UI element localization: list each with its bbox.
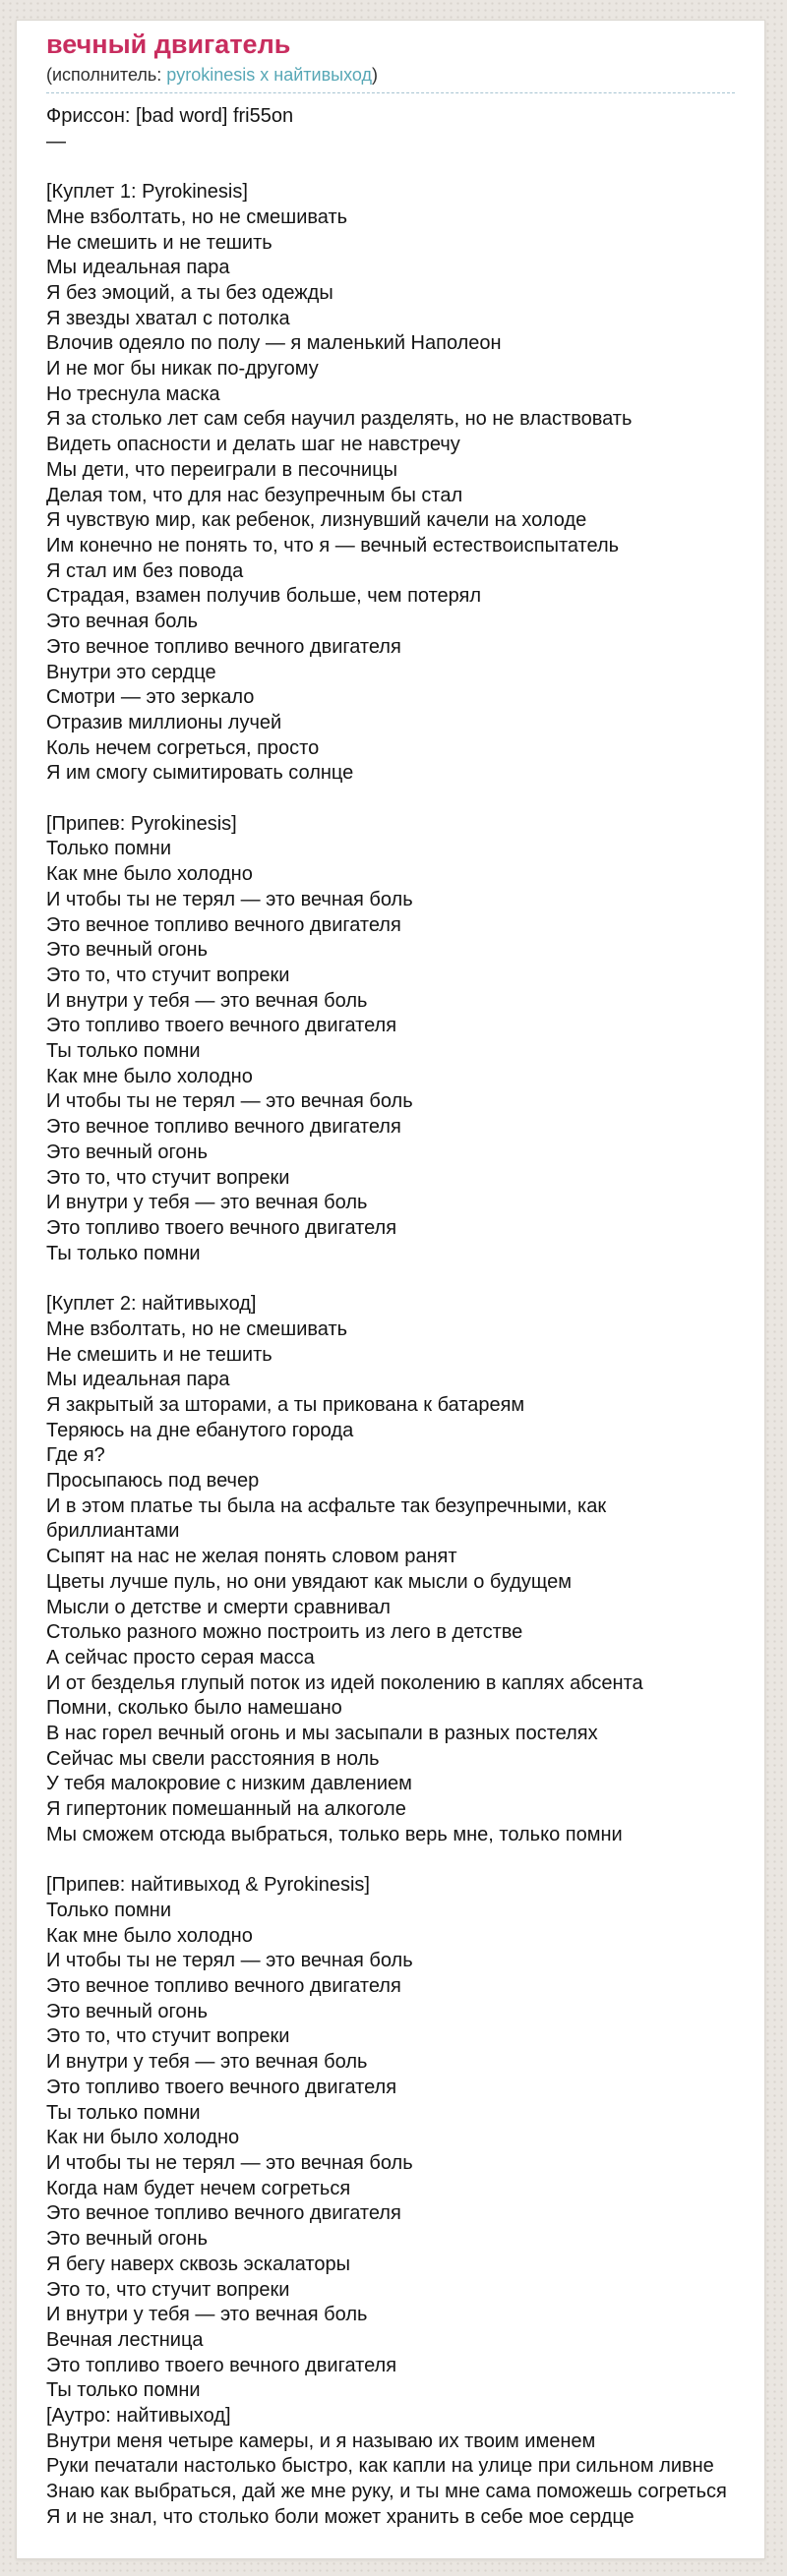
- lyric-line: И чтобы ты не терял — это вечная боль: [46, 2152, 413, 2174]
- lyric-line: [Припев: Pyrokinesis]: [46, 812, 237, 835]
- lyric-line: Как мне было холодно: [46, 1065, 253, 1087]
- lyric-line: Им конечно не понять то, что я — вечный естествоиспытатель: [46, 535, 620, 556]
- lyric-line: Как ни было холодно: [46, 2127, 240, 2149]
- lyric-line: Я закрытый за шторами, а ты прикована к батареям: [46, 1393, 525, 1416]
- lyric-line: И внутри у тебя — это вечная боль: [46, 989, 368, 1012]
- lyric-line: Влочив одеяло по полу — я маленький Наполеон: [46, 332, 502, 355]
- lyrics-card: [16, 20, 765, 2559]
- lyric-line: Я бегу наверх сквозь эскалаторы: [46, 2253, 350, 2275]
- lyric-line: Страдая, взамен получив больше, чем потерял: [46, 585, 482, 608]
- lyric-line: Я за столько лет сам себя научил разделять, но не властвовать: [46, 408, 633, 431]
- lyric-line: [46, 154, 735, 180]
- lyric-line: Это то, что стучит вопреки: [46, 2025, 290, 2048]
- lyric-line: Вечная лестница: [46, 2328, 204, 2351]
- lyric-line: Это топливо твоего вечного двигателя: [46, 1216, 397, 1239]
- lyric-line: Я стал им без повода: [46, 559, 244, 582]
- lyric-line: Я гипертоник помешанный на алкоголе: [46, 1798, 406, 1821]
- page-background: [0, 20, 787, 2576]
- lyric-line: Это вечное топливо вечного двигателя: [46, 2202, 401, 2225]
- lyric-line: И чтобы ты не терял — это вечная боль: [46, 1090, 413, 1113]
- lyric-line: Это вечное топливо вечного двигателя: [46, 635, 401, 658]
- lyric-line: Как мне было холодно: [46, 863, 253, 886]
- lyric-line: Я звезды хватал с потолка: [46, 307, 290, 329]
- dashed-separator: [46, 92, 735, 93]
- lyric-line: Сейчас мы свели расстояния в ноль: [46, 1747, 380, 1770]
- lyric-line: Видеть опасности и делать шаг не навстречу: [46, 434, 460, 456]
- lyric-line: В нас горел вечный огонь и мы засыпали в разных постелях: [46, 1723, 598, 1745]
- lyric-line: Я чувствую мир, как ребенок, лизнувший качели на холоде: [46, 509, 587, 532]
- lyric-line: И внутри у тебя — это вечная боль: [46, 2304, 368, 2326]
- lyric-line: Это вечное топливо вечного двигателя: [46, 1975, 401, 1998]
- lyric-line: Мне взболтать, но не смешивать: [46, 205, 348, 228]
- lyric-line: Это вечное топливо вечного двигателя: [46, 1116, 401, 1139]
- lyric-line: [Припев: найтивыход & Pyrokinesis]: [46, 1874, 370, 1897]
- lyric-line: Мы идеальная пара: [46, 1369, 230, 1391]
- lyric-line: Отразив миллионы лучей: [46, 711, 282, 733]
- lyric-line: Это топливо твоего вечного двигателя: [46, 1015, 397, 1037]
- artist-line: [46, 63, 735, 87]
- lyric-line: Но треснула маска: [46, 382, 220, 405]
- lyric-line: Это топливо твоего вечного двигателя: [46, 2354, 397, 2376]
- lyric-line: [46, 1266, 735, 1292]
- lyric-line: Мы дети, что переиграли в песочницы: [46, 458, 398, 481]
- lyric-line: И в этом платье ты была на асфальте так безупречными, как бриллиантами: [46, 1494, 612, 1543]
- lyric-line: Это вечное топливо вечного двигателя: [46, 913, 401, 936]
- lyric-line: И чтобы ты не терял — это вечная боль: [46, 888, 413, 910]
- lyric-line: Как мне было холодно: [46, 1924, 253, 1947]
- lyric-line: Внутри это сердце: [46, 661, 216, 683]
- lyric-line: Коль нечем согреться, просто: [46, 736, 320, 759]
- lyric-line: Сыпят на нас не желая понять словом ранят: [46, 1546, 457, 1568]
- lyric-line: [Куплет 1: Pyrokinesis]: [46, 181, 248, 204]
- lyric-line: Ты только помни: [46, 1242, 201, 1264]
- lyric-line: Теряюсь на дне ебанутого города: [46, 1419, 354, 1441]
- lyric-line: Это то, что стучит вопреки: [46, 964, 290, 986]
- lyric-line: Фриссон: [bad word] fri55on: [46, 105, 294, 128]
- lyric-line: И не мог бы никак по-другому: [46, 358, 319, 381]
- lyric-line: А сейчас просто серая масса: [46, 1646, 315, 1669]
- lyric-line: [Аутро: найтивыход]: [46, 2405, 231, 2428]
- lyric-line: [46, 1848, 735, 1874]
- lyric-line: Мысли о детстве и смерти сравнивал: [46, 1596, 391, 1618]
- lyric-line: —: [46, 130, 66, 152]
- lyric-line: Не смешить и не тешить: [46, 231, 272, 254]
- lyric-line: Где я?: [46, 1444, 105, 1467]
- lyric-line: Я им смогу сымитировать солнце: [46, 762, 354, 785]
- lyric-line: [Куплет 2: найтивыход]: [46, 1293, 257, 1316]
- lyric-line: [46, 787, 735, 812]
- lyric-line: Мы сможем отсюда выбраться, только верь мне, только помни: [46, 1823, 623, 1845]
- lyric-line: Просыпаюсь под вечер: [46, 1470, 260, 1493]
- lyric-line: Внутри меня четыре камеры, и я называю их твоим именем: [46, 2430, 596, 2452]
- lyric-line: И внутри у тебя — это вечная боль: [46, 1192, 368, 1214]
- lyric-line: Не смешить и не тешить: [46, 1343, 272, 1366]
- lyric-line: Я без эмоций, а ты без одежды: [46, 281, 333, 304]
- page-title: вечный двигатель: [46, 29, 291, 59]
- lyric-line: Ты только помни: [46, 1040, 201, 1063]
- lyric-line: Только помни: [46, 838, 172, 860]
- lyric-line: И от безделья глупый поток из идей поколению в каплях абсента: [46, 1671, 643, 1694]
- lyric-line: Это вечный огонь: [46, 939, 208, 962]
- lyric-line: Делая том, что для нас безупречным бы стал: [46, 484, 463, 506]
- lyric-line: Мне взболтать, но не смешивать: [46, 1317, 348, 1340]
- lyric-line: Это то, что стучит вопреки: [46, 1166, 290, 1189]
- lyric-line: Это вечный огонь: [46, 1141, 208, 1163]
- lyric-line: Я и не знал, что столько боли может хранить в себе мое сердце: [46, 2505, 635, 2528]
- artist-link[interactable]: pyrokinesis х найтивыход: [166, 64, 373, 85]
- lyric-line: Смотри — это зеркало: [46, 686, 255, 709]
- lyric-line: И чтобы ты не терял — это вечная боль: [46, 1950, 413, 1972]
- lyric-line: Мы идеальная пара: [46, 257, 230, 279]
- lyric-line: Это вечный огонь: [46, 2228, 208, 2251]
- lyric-line: Это вечная боль: [46, 611, 199, 633]
- lyric-line: У тебя малокровие с низким давлением: [46, 1773, 412, 1795]
- lyric-line: Помни, сколько было намешано: [46, 1697, 342, 1720]
- lyric-line: Руки печатали настолько быстро, как капли на улице при сильном ливне: [46, 2455, 714, 2478]
- lyric-line: Ты только помни: [46, 2101, 201, 2124]
- lyric-line: Это топливо твоего вечного двигателя: [46, 2076, 397, 2098]
- artist-label-suffix: ): [372, 64, 379, 85]
- lyric-line: Когда нам будет нечем согреться: [46, 2177, 351, 2199]
- lyrics-text: [46, 104, 735, 2531]
- lyric-line: Это то, что стучит вопреки: [46, 2278, 290, 2301]
- artist-label-prefix: (исполнитель:: [46, 64, 167, 85]
- lyric-line: И внутри у тебя — это вечная боль: [46, 2051, 368, 2074]
- lyric-line: Ты только помни: [46, 2379, 201, 2402]
- lyric-line: Столько разного можно построить из лего в детстве: [46, 1621, 523, 1644]
- lyric-line: Цветы лучше пуль, но они увядают как мысли о будущем: [46, 1570, 573, 1593]
- lyric-line: Только помни: [46, 1899, 172, 1921]
- lyric-line: Знаю как выбраться, дай же мне руку, и ты мне сама поможешь согреться: [46, 2481, 727, 2503]
- lyric-line: Это вечный огонь: [46, 2000, 208, 2022]
